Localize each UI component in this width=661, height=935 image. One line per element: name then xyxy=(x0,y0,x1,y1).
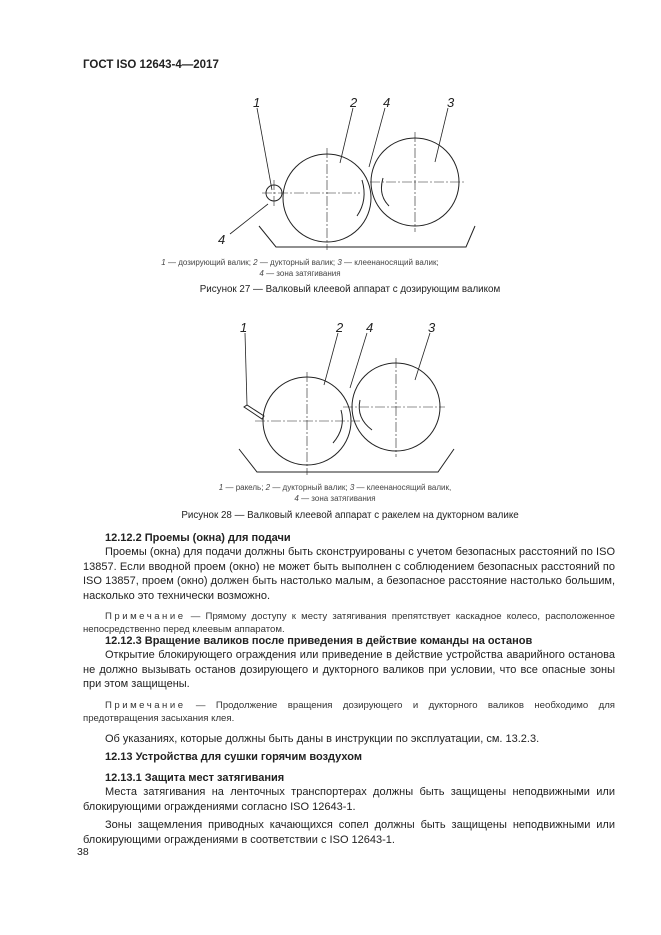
label-3: 3 xyxy=(447,95,455,110)
section-12-13 xyxy=(83,750,615,764)
paragraph: Проемы (окна) для подачи должны быть сконструированы с учетом безопасных расстояний по ISO 13857. Если вводной проем (окно) не может быть выполнен с соблюдением безопасных расстояний по ISO 13857, проем (окно) должен быть настолько малым, а безопасное расстояние настолько большим, насколько это технически возможно. xyxy=(83,546,615,602)
label-2: 2 xyxy=(350,95,358,110)
note: Примечание — Прямому доступу к месту затягивания препятствует каскадное колесо, расположенное непосредственно перед клеевым аппаратом. xyxy=(83,611,615,636)
figure-27-caption: Рисунок 27 — Валковый клеевой аппарат с дозирующим валиком xyxy=(199,284,501,295)
paragraph: Открытие блокирующего ограждения или приведение в действие устройства аварийного останова не должно вызывать останов дозирующего и дукторного валиков при условии, что все опасные зоны при этом защищены. xyxy=(83,649,615,691)
section-heading: 12.13 Устройства для сушки горячим воздухом xyxy=(105,751,362,763)
section-heading: 12.12.3 Вращение валиков после приведения в действие команды на останов xyxy=(105,635,533,647)
tray xyxy=(259,226,475,247)
figure-27-legend: 1 — дозирующий валик; 2 — дукторный валик; 3 — клеенаносящий валик; 4 — зона затягивания xyxy=(161,258,439,278)
section-heading: 12.13.1 Защита мест затягивания xyxy=(105,772,285,784)
paragraph: Места затягивания на ленточных транспортерах должны быть защищены неподвижными или блокирующими ограждениями согласно ISO 12643-1. xyxy=(83,786,615,813)
note: Примечание — Продолжение вращения дозирующего и дукторного валиков необходимо для предотвращения засыхания клея. xyxy=(83,699,615,724)
paragraph: Зоны защемления приводных качающихся сопел должны быть защищены неподвижными или блокирующими ограждениями в соответствии с ISO 12643-1. xyxy=(83,819,615,846)
label-1: 1 xyxy=(253,95,261,110)
figure-28-legend: 1 — ракель; 2 — дукторный валик; 3 — клеенаносящий валик, 4 — зона затягивания xyxy=(218,483,452,503)
document-id: ГОСТ ISO 12643-4—2017 xyxy=(83,59,219,71)
section-12-12-3 xyxy=(83,634,615,746)
label-4-lower: 4 xyxy=(218,232,226,247)
section-12-13-1 xyxy=(83,771,615,847)
paragraph: Об указаниях, которые должны быть даны в инструкции по эксплуатации, см. 13.2.3. xyxy=(105,732,540,745)
doctor-blade xyxy=(244,405,264,419)
label-4: 4 xyxy=(366,320,374,335)
section-12-12-2 xyxy=(83,531,615,636)
label-4: 4 xyxy=(383,95,391,110)
page-number: 38 xyxy=(77,846,89,858)
figure-28-diagram xyxy=(0,300,661,500)
figure-28-caption: Рисунок 28 — Валковый клеевой аппарат с ракелем на дукторном валике xyxy=(181,510,519,521)
tray xyxy=(239,449,454,472)
label-3: 3 xyxy=(428,320,436,335)
figure-27-diagram xyxy=(0,0,661,300)
label-2: 2 xyxy=(336,320,344,335)
label-1: 1 xyxy=(240,320,248,335)
section-heading: 12.12.2 Проемы (окна) для подачи xyxy=(105,532,291,544)
